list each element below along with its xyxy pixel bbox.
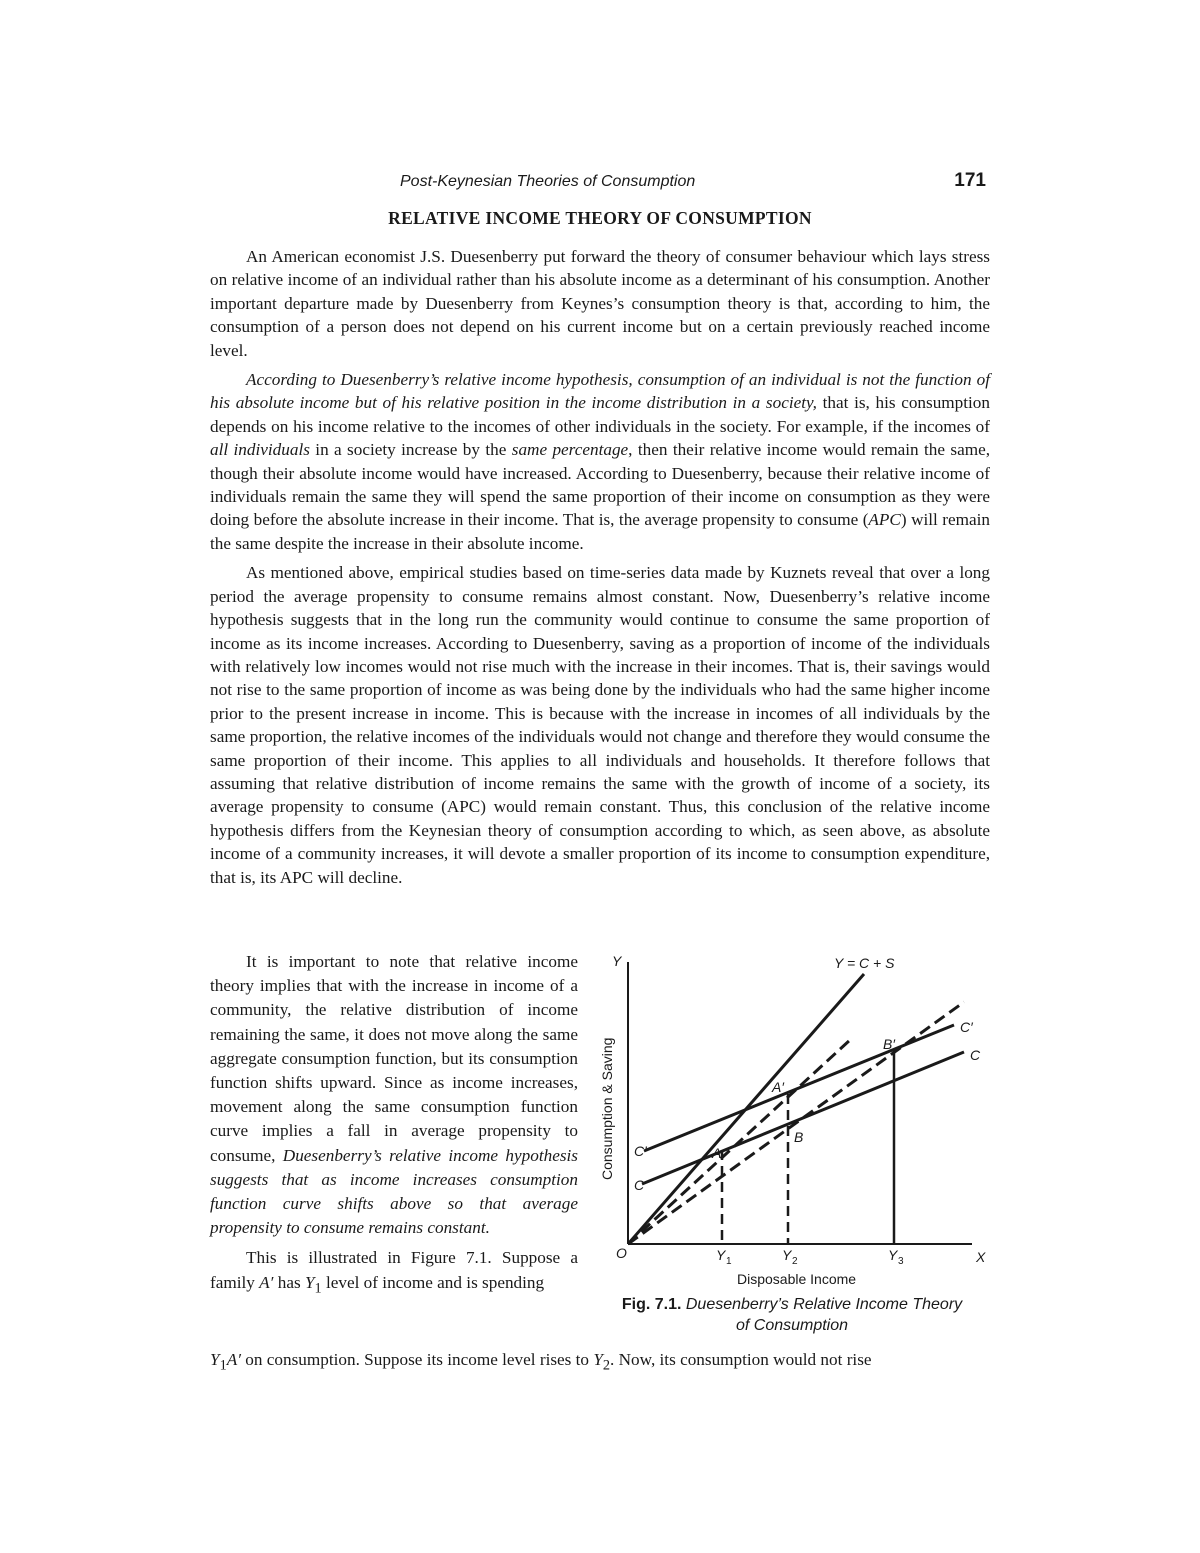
p5-italic-1: A′ [259,1272,274,1292]
p5-italic-2: Y [304,1272,315,1292]
p2-text-b: in a society increase by the [309,440,512,460]
section-heading: RELATIVE INCOME THEORY OF CONSUMPTION [388,208,812,228]
p6-italic-2: A′ [226,1350,241,1369]
running-head [210,170,990,199]
consumption-diagram [592,948,992,1288]
label-a-prime: A′ [772,1079,784,1095]
p2-italic: According to Duesenberry’s relative income hypothesis, consumption of an individual is not the function of his absolute income but of his relative position in the income distribution in a society, [210,370,990,413]
tick-y3: Y [888,1247,898,1263]
paragraph-1: An American economist J.S. Duesenberry put forward the theory of consumer behaviour which lays stress on relative income of an individual rather than his absolute income as a determinant of his consumption. Another important departure made by Duesenberry from Keynes’s consumption theory is that, according to him, the consumption of a person does not depend on his current income but on a certain previously reached income level. [210,247,990,360]
figure-caption [592,1294,992,1336]
paragraph-3: As mentioned above, empirical studies based on time-series data made by Kuznets reveal that over a long period the average propensity to consume remains almost constant. Now, Duesenberry’s relative income hypothesis suggests that in the long run the community would continue to consume the same proportion of income as its income increases. According to Duesenberry, saving as a proportion of income of the individuals with relatively low incomes would not rise much with the increase in their incomes. That is, their savings would not rise to the same proportion of income as was being done by the individuals who had the same higher income prior to the present increase in income. This is because with the increase in incomes of all individuals by the same proportion, the relative incomes of the individuals would not change and therefore they would consume the same proportion of their income. This applies to all individuals and households. It therefore follows that assuming that relative distribution of income remains the same with the growth of income of a society, its average propensity to consume (APC) would remain constant. Thus, this conclusion of the relative income hypothesis differs from the Keynesian theory of consumption according to which, as seen above, as absolute income of a community increases, it will devote a smaller proportion of its income to consumption expenditure, that is, its APC will decline. [210,563,990,887]
figure-title-line-2: of Consumption [735,1317,849,1334]
running-title: Post-Keynesian Theories of Consumption [400,173,696,190]
label-c-right: C [970,1047,981,1063]
dashed-line-lower [628,1002,964,1244]
origin-label: O [616,1245,627,1261]
p6-text-b: . Now, its consumption would not rise [610,1350,872,1369]
x-axis-letter: X [976,1249,986,1265]
paragraph-5 [210,1246,578,1300]
label-c-left: C [634,1177,645,1193]
body-text [210,245,990,895]
p5-text-a: This is illustrated in Figure 7.1. Suppose a family [210,1248,578,1292]
page-number: 171 [954,170,986,191]
label-c-prime-left: C′ [634,1143,647,1159]
label-a: A [712,1145,722,1161]
p5-text-b: has [273,1272,305,1292]
p6-sub-1: 1 [219,1357,227,1374]
left-column-text [210,950,578,1306]
label-c-prime-right: C′ [960,1019,973,1035]
p2-text-c: , then their relative income would remain the same, though their absolute income would have increased. According to Duesenberry, because their relative income of individuals remain the same they will spend the same proportion of their income on consumption as they were doing before the absolute increase in their income. That is, the average propensity to consume ( [210,440,991,530]
tick-y3-sub: 3 [898,1256,904,1267]
p6-text-a: on consumption. Suppose its income level rises to [241,1350,594,1369]
p5-sub-2: 1 [314,1280,322,1297]
p2-italic-3: APC [868,510,901,530]
consumption-curve-c [642,1052,964,1184]
y-axis-title: Consumption & Saving [599,1037,615,1180]
tick-y2-sub: 2 [792,1256,798,1267]
paragraph-4 [210,950,578,1240]
p4-italic: Duesenberry’s relative income hypothesis suggests that as income increases consumption function curve shifts above so that average propensity to consume remains constant. [210,1145,578,1238]
dashed-line-upper [628,1040,850,1244]
tick-y2: Y [782,1247,792,1263]
p2-text-d: ) will remain the same despite the increase in their absolute income. [210,510,990,553]
y-axis-letter: Y [612,953,622,969]
label-b: B [794,1129,804,1145]
p2-italic-1: all individuals [210,440,310,460]
figure-label: Fig. 7.1. [621,1296,682,1313]
p2-italic-2: same percentage [511,440,629,460]
p6-italic-1: Y [210,1350,220,1369]
p6-sub-3: 2 [602,1357,611,1374]
x-axis-title: Disposable Income [737,1271,857,1287]
line-45-label: Y = C + S [834,955,895,971]
tick-y1: Y [716,1247,726,1263]
paragraph-2 [210,368,990,555]
tick-y1-sub: 1 [726,1256,732,1267]
label-b-prime: B′ [883,1036,895,1052]
p6-italic-3: Y [593,1350,603,1369]
continuation-line [210,1348,990,1377]
figure-7-1 [592,948,992,1343]
p4-text: It is important to note that relative income theory implies that with the increase in income of a community, the relative distribution of income remaining the same, it does not move along the same aggregate consumption function, but its consumption function shifts upward. Since as income increases, movement along the same consumption function curve implies a fall in average propensity to consume, [210,952,578,1165]
figure-title-line-1: Duesenberry’s Relative Income Theory [685,1296,963,1313]
p5-text-c: level of income and is spending [321,1272,545,1292]
p2-text-a: that is, his consumption depends on his income relative to the incomes of other individuals in the society. For example, if the incomes of [210,393,990,436]
